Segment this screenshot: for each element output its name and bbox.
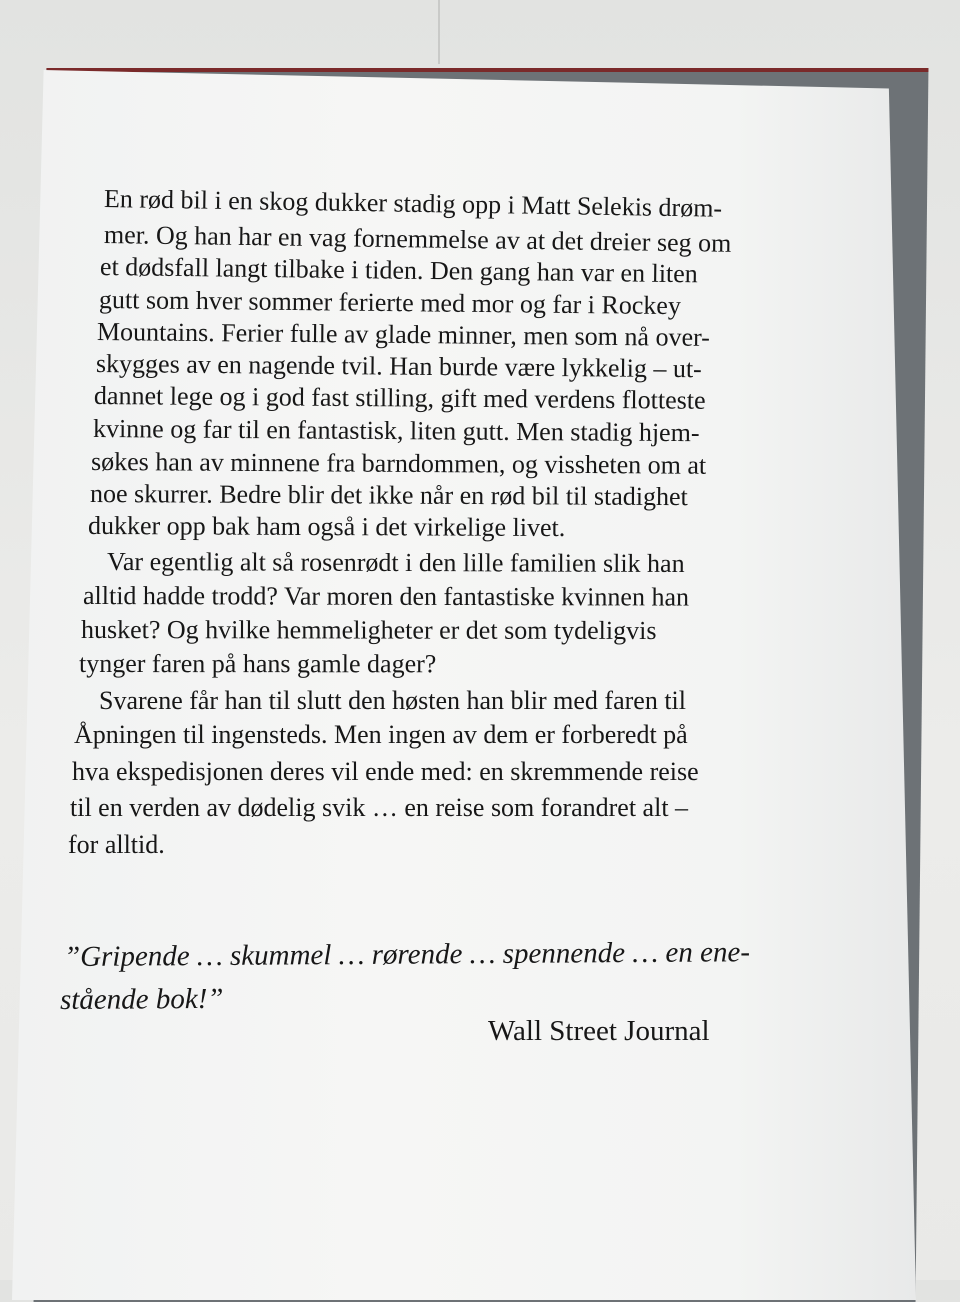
review-source: Wall Street Journal xyxy=(488,1015,710,1047)
review-quote-line: stående bok!” xyxy=(59,982,224,1016)
blurb-line: et dødsfall langt tilbake i tiden. Den gang han var en liten xyxy=(99,252,698,289)
blurb-line: noe skurrer. Bedre blir det ikke når en rød bil til stadighet xyxy=(89,479,688,512)
blurb-line: til en verden av dødelig svik … en reise som forandret alt – xyxy=(70,793,689,822)
blurb-line: hva ekspedisjonen deres vil ende med: en skremmende reise xyxy=(72,757,699,786)
blurb-line: skygges av en nagende tvil. Han burde være lykkelig – ut- xyxy=(95,349,702,384)
blurb-line: En rød bil i en skog dukker stadig opp i Matt Selekis drøm- xyxy=(103,184,723,223)
blurb-line: Svarene får han til slutt den høsten han blir med faren til xyxy=(99,686,686,715)
review-quote-line: ”Gripende … skummel … rørende … spennende … en ene- xyxy=(63,936,751,973)
blurb-line: søkes han av minnene fra barndommen, og vissheten om at xyxy=(90,447,707,480)
blurb-line: mer. Og han har en vag fornemmelse av at det dreier seg om xyxy=(103,220,732,258)
blurb-line: husket? Og hvilke hemmeligheter er det som tydeligvis xyxy=(80,615,657,646)
blurb-line: alltid hadde trodd? Var moren den fantastiske kvinnen han xyxy=(82,581,690,612)
blurb-line: Åpningen til ingensteds. Men ingen av dem er forberedt på xyxy=(74,720,688,749)
blurb-line: Var egentlig alt så rosenrødt i den lille familien slik han xyxy=(106,547,685,579)
blurb-line: dannet lege og i god fast stilling, gift med verdens flotteste xyxy=(93,381,706,415)
blurb-line: tynger faren på hans gamle dager? xyxy=(78,649,437,679)
blurb-line: Mountains. Ferier fulle av glade minner, men som nå over- xyxy=(96,317,711,352)
blurb-line: gutt som hver sommer ferierte med mor og far i Rockey xyxy=(98,285,682,321)
blurb-line: dukker opp bak ham også i det virkelige livet. xyxy=(87,511,566,543)
blurb-line: for alltid. xyxy=(68,830,165,859)
blurb-line: kvinne og far til en fantastisk, liten gutt. Men stadig hjem- xyxy=(92,414,700,448)
